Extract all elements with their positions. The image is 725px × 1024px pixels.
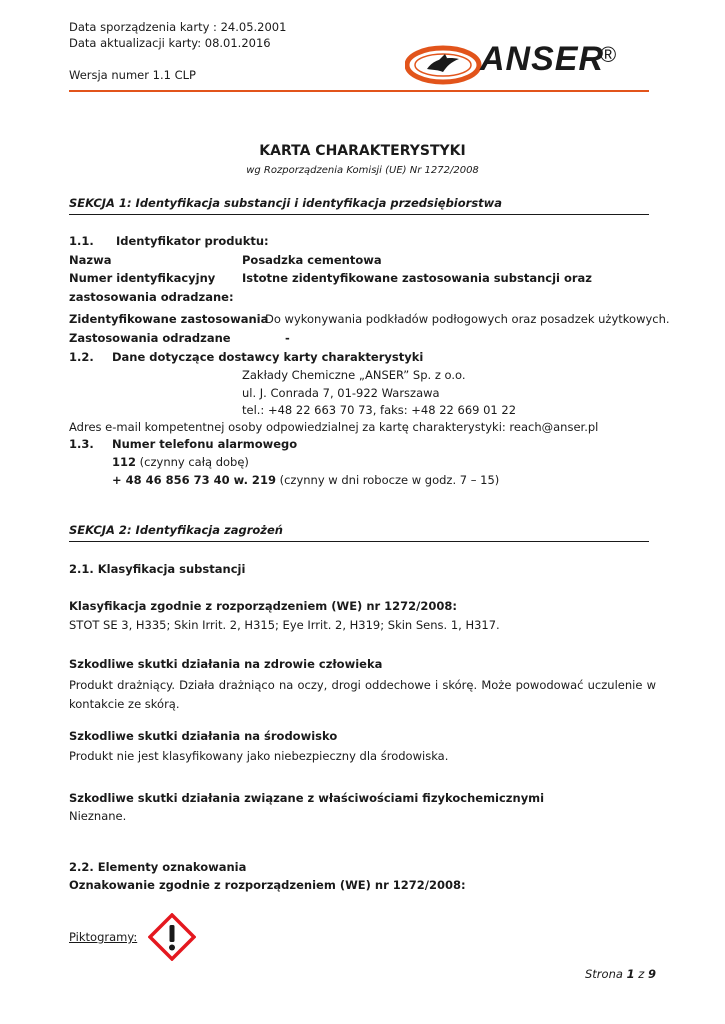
health-effects-text: Produkt drażniący. Działa drażniąco na oczy, drogi oddechowe i skórę. Może powodować uczulenie w kontakcie ze skórą. [69,678,656,711]
s13-label: Numer telefonu alarmowego [112,437,298,451]
document-subtitle: wg Rozporządzenia Komisji (UE) Nr 1272/2008 [246,165,479,176]
page-prefix: Strona [585,967,627,981]
s12-number: 1.2. [69,350,94,364]
emergency-note-2: (czynny w dni robocze w godz. 7 – 15) [275,473,500,487]
page-number [585,967,656,981]
idnum-label: Numer identyfikacyjny [69,271,216,285]
uses-heading: Istotne zidentyfikowane zastosowania substancji oraz [242,271,592,285]
supplier-company: Zakłady Chemiczne „ANSER” Sp. z o.o. [242,368,466,382]
s22-heading: 2.2. Elementy oznakowania [69,860,247,874]
document-title: KARTA CHARAKTERYSTYKI [259,143,466,159]
classification-heading: Klasyfikacja zgodnie z rozporządzeniem (WE) nr 1272/2008: [69,599,457,613]
section1-heading: SEKCJA 1: Identyfikacja substancji i identyfikacja przedsiębiorstwa [69,196,503,210]
physchem-effects-text: Nieznane. [69,809,127,823]
pictograms-label: Piktogramy: [69,930,138,944]
environment-effects-heading: Szkodliwe skutki działania na środowisko [69,729,338,743]
contact-email-line: Adres e-mail kompetentnej osoby odpowiedzialnej za kartę charakterystyki: reach@anser.pl [69,420,599,434]
logo-text: ANSER [480,40,605,78]
section2-divider [69,541,649,542]
environment-effects-text: Produkt nie jest klasyfikowany jako niebezpieczny dla środowiska. [69,749,449,763]
emergency-line-2 [112,473,499,487]
emergency-note-1: (czynny całą dobę) [136,455,249,469]
s11-label: Identyfikator produktu: [116,234,269,248]
advised-against-value: - [285,331,290,345]
health-effects-heading: Szkodliwe skutki działania na zdrowie człowieka [69,657,383,671]
version-number: Wersja numer 1.1 CLP [69,68,196,82]
identified-uses-label: Zidentyfikowane zastosowania [69,312,269,326]
emergency-number-1: 112 [112,455,137,469]
name-value: Posadzka cementowa [242,253,382,267]
identified-uses-value: Do wykonywania podkładów podłogowych oraz posadzek użytkowych. [265,312,670,326]
supplier-phone: tel.: +48 22 663 70 73, faks: +48 22 669 01 22 [242,403,517,417]
date-updated: Data aktualizacji karty: 08.01.2016 [69,36,271,50]
s11-number: 1.1. [69,234,94,248]
advised-against-label: Zastosowania odradzane [69,331,231,345]
exclamation-mark-icon [148,913,196,961]
exclamation-pictogram [148,913,196,961]
s21-heading: 2.1. Klasyfikacja substancji [69,562,246,576]
page-total: 9 [647,967,656,981]
page-separator: z [634,967,648,981]
physchem-effects-heading: Szkodliwe skutki działania związane z właściwościami fizykochemicznymi [69,791,545,805]
name-label: Nazwa [69,253,112,267]
supplier-address: ul. J. Conrada 7, 01-922 Warszawa [242,386,440,400]
s13-number: 1.3. [69,437,94,451]
section1-divider [69,214,649,215]
header-divider [69,90,649,92]
s12-label: Dane dotyczące dostawcy karty charakterystyki [112,350,424,364]
section2-heading: SEKCJA 2: Identyfikacja zagrożeń [69,523,283,537]
registered-mark: ® [600,42,617,67]
uses-heading-cont: zastosowania odradzane: [69,290,234,304]
emergency-line-1 [112,455,249,469]
labelling-heading: Oznakowanie zgodnie z rozporządzeniem (WE) nr 1272/2008: [69,878,466,892]
emergency-number-2: + 48 46 856 73 40 w. 219 [112,473,276,487]
page-current: 1 [626,967,635,981]
classification-value: STOT SE 3, H335; Skin Irrit. 2, H315; Eye Irrit. 2, H319; Skin Sens. 1, H317. [69,618,500,632]
date-created: Data sporządzenia karty : 24.05.2001 [69,20,287,34]
